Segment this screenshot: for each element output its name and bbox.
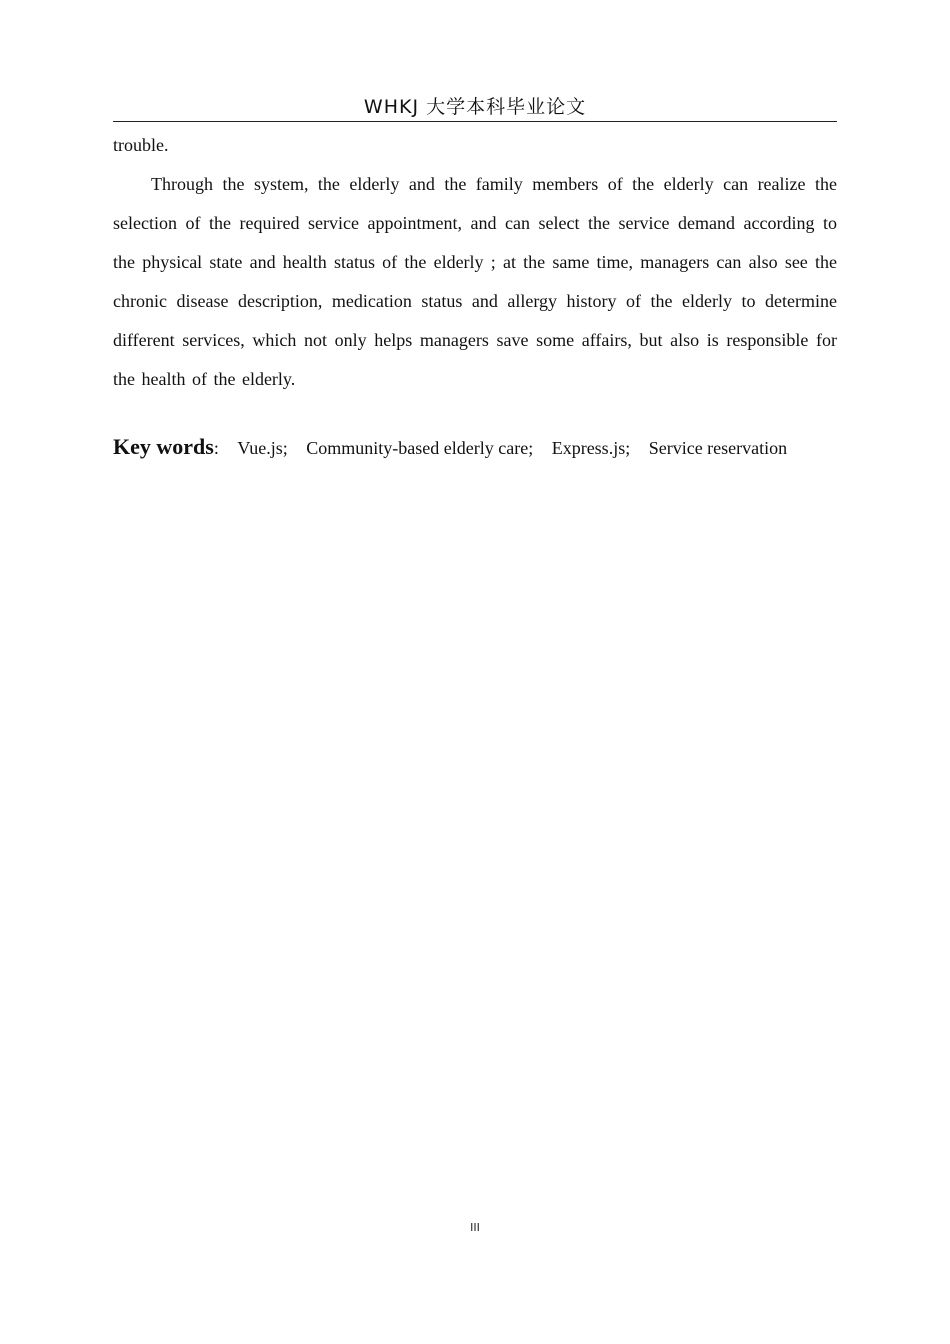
- keyword-item: Express.js;: [551, 438, 631, 458]
- keywords-colon: :: [213, 438, 219, 458]
- continuation-text: trouble.: [113, 135, 169, 155]
- abstract-paragraph: Through the system, the elderly and the family members of the elderly can realize the selection of the required service appointment, and can select the service demand according to the physical state and health status of the elderly ; at the same time, managers can also see the chronic disease description, medication status and allergy history of the elderly to determine different services, which not only helps managers save some affairs, but also is responsible for the health of the elderly.: [113, 174, 837, 389]
- abstract-body: [113, 126, 837, 399]
- keywords-section: [113, 428, 837, 467]
- keyword-item: Service reservation: [648, 438, 788, 458]
- keyword-item: Vue.js;: [237, 438, 288, 458]
- keywords-label: Key words: [113, 434, 214, 459]
- header-title: WHKJ 大学本科毕业论文: [363, 96, 587, 118]
- page-header: [113, 94, 837, 122]
- keyword-item: Community-based elderly care;: [306, 438, 534, 458]
- page-number: III: [470, 1221, 480, 1234]
